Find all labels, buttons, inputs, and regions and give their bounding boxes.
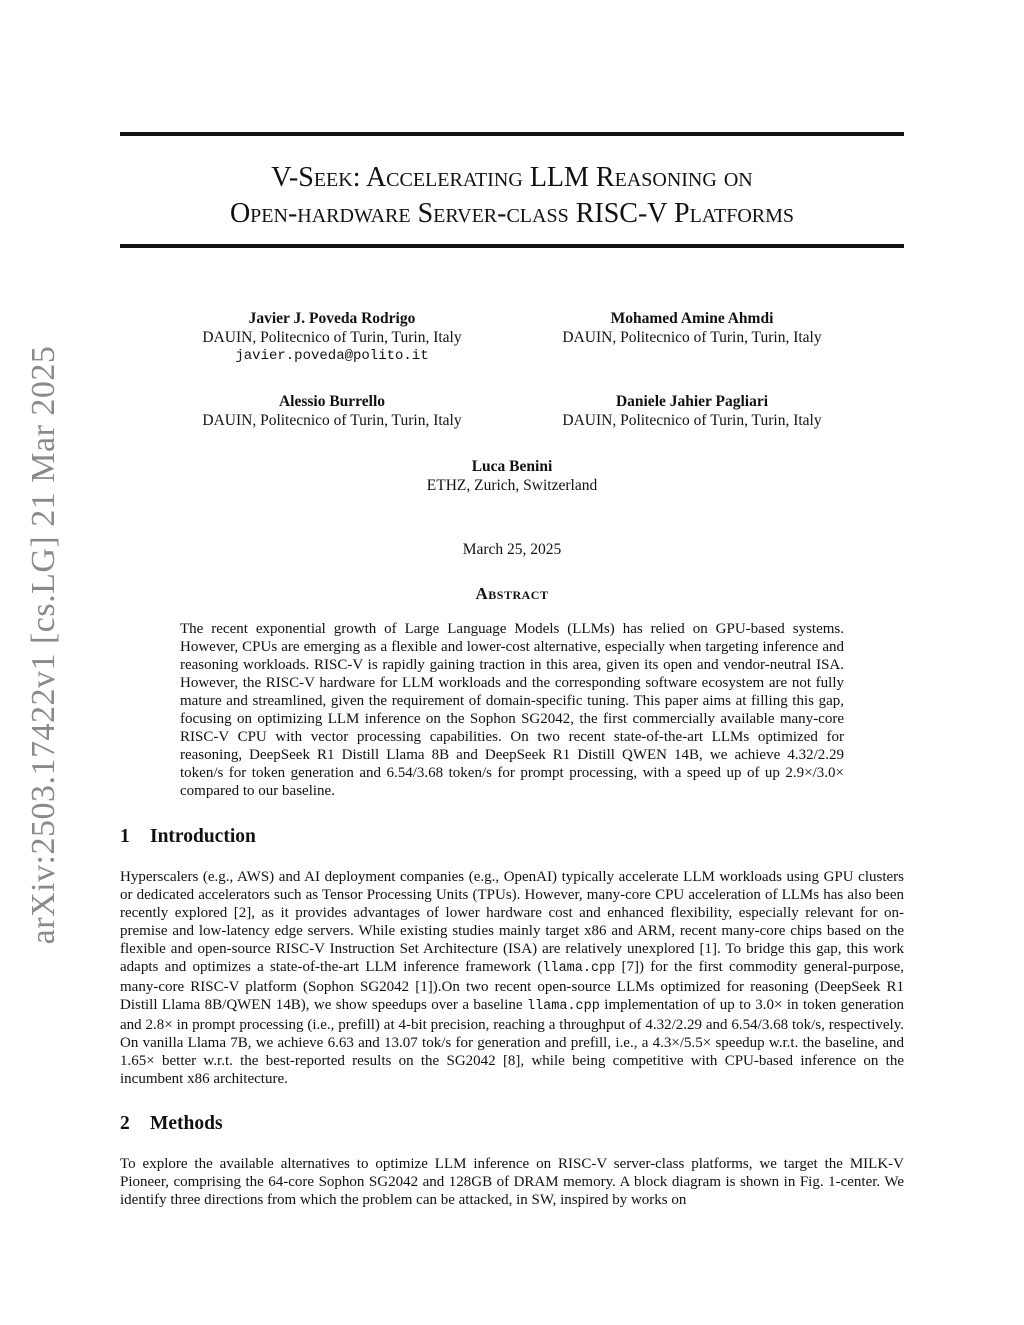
publication-date: March 25, 2025 — [462, 541, 562, 558]
section-heading-introduction — [120, 826, 256, 848]
section-number: 2 — [120, 1113, 130, 1134]
abstract-text: The recent exponential growth of Large Language Models (LLMs) has relied on GPU-based systems. However, CPUs are emerging as a flexible and lower-cost alternative, especially when targeting inference and reasoning workloads. RISC-V is rapidly gaining traction in this area, given its open and vendor-neutral ISA. However, the RISC-V hardware for LLM workloads and the corresponding software ecosystem are not fully mature and streamlined, given the requirement of domain-specific tuning. This paper aims at filling this gap, focusing on optimizing LLM inference on the Sophon SG2042, the first commercially available many-core RISC-V CPU with vector processing capabilities. On two recent state-of-the-art LLMs optimized for reasoning, DeepSeek R1 Distill Llama 8B and DeepSeek R1 Distill QWEN 14B, we achieve 4.32/2.29 token/s for token generation and 6.54/3.68 token/s for prompt processing, with a speed up of up 2.9×/3.0× compared to our baseline. — [180, 621, 844, 799]
author-block — [162, 392, 502, 430]
author-name: Alessio Burrello — [278, 393, 386, 410]
paragraph-text: implementation of up to 3.0× in token generation and 2.8× in prompt processing (i.e., prefill) at 4-bit precision, reaching a throughput of 4.32/2.29 and 6.54/3.68 tok/s, respectively. On vanilla Llama 7B, we achieve 6.63 and 13.07 tok/s for generation and prefill, i.e., a 4.3×/5.5× speedup w.r.t. the baseline, and 1.65× better w.r.t. the best-reported results on the SG2042 [8], while being competitive with CPU-based inference on the incumbent x86 architecture. — [120, 997, 904, 1087]
author-block — [522, 309, 862, 347]
paragraph-text: [7]) for the first commodity general-purpose, many-core RISC-V platform (Sophon SG2042 [1]).On two recent open-source LLMs optimized for reasoning (DeepSeek R1 Distill Llama 8B/QWEN 14B), we show speedups over a baseline — [120, 959, 904, 1013]
inline-code: llama.cpp — [542, 961, 616, 976]
introduction-paragraph — [120, 868, 904, 1088]
title-bottom-rule — [120, 244, 904, 248]
abstract-heading: Abstract — [475, 584, 549, 603]
title-line-1: V-Seek: Accelerating LLM Reasoning on — [271, 162, 753, 193]
author-affiliation: ETHZ, Zurich, Switzerland — [426, 477, 598, 494]
paper-title — [120, 160, 904, 232]
author-name: Luca Benini — [471, 458, 553, 475]
author-block — [522, 392, 862, 430]
section-title: Introduction — [150, 826, 256, 847]
section-number: 1 — [120, 826, 130, 847]
author-affiliation: DAUIN, Politecnico of Turin, Turin, Italy — [562, 329, 822, 346]
paragraph-text: Hyperscalers (e.g., AWS) and AI deployment companies (e.g., OpenAI) typically accelerate LLM workloads using GPU clusters or dedicated accelerators such as Tensor Processing Units (TPUs). However, many-core CPU acceleration of LLMs has also been recently explored [2], as it provides advantages of lower hardware cost and enhanced flexibility, especially relevant for on-premise and low-latency edge servers. While existing studies mainly target x86 and ARM, recent many-core chips based on the flexible and open-source RISC-V Instruction Set Architecture (ISA) are relatively unexplored [1]. To bridge this gap, this work adapts and optimizes a state-of-the-art LLM inference framework ( — [120, 869, 904, 975]
title-line-2: Open-hardware Server-class RISC-V Platforms — [229, 198, 795, 229]
methods-paragraph: To explore the available alternatives to optimize LLM inference on RISC-V server-class platforms, we target the MILK-V Pioneer, comprising the 64-core Sophon SG2042 and 128GB of DRAM memory. A block diagram is shown in Fig. 1-center. We identify three directions from which the problem can be attacked, in SW, inspired by works on — [120, 1156, 904, 1208]
section-heading-methods — [120, 1113, 223, 1135]
inline-code: llama.cpp — [526, 999, 600, 1014]
arxiv-identifier-stamp: arXiv:2503.17422v1 [cs.LG] 21 Mar 2025 — [25, 345, 62, 945]
author-block — [162, 309, 502, 366]
author-affiliation: DAUIN, Politecnico of Turin, Turin, Italy — [202, 329, 462, 346]
author-name: Daniele Jahier Pagliari — [615, 393, 769, 410]
author-name: Javier J. Poveda Rodrigo — [248, 310, 416, 327]
section-title: Methods — [150, 1113, 223, 1134]
author-block — [342, 457, 682, 495]
title-top-rule — [120, 132, 904, 136]
author-name: Mohamed Amine Ahmdi — [610, 310, 774, 327]
author-affiliation: DAUIN, Politecnico of Turin, Turin, Italy — [202, 412, 462, 429]
author-email[interactable]: javier.poveda@polito.it — [235, 348, 429, 364]
author-affiliation: DAUIN, Politecnico of Turin, Turin, Italy — [562, 412, 822, 429]
